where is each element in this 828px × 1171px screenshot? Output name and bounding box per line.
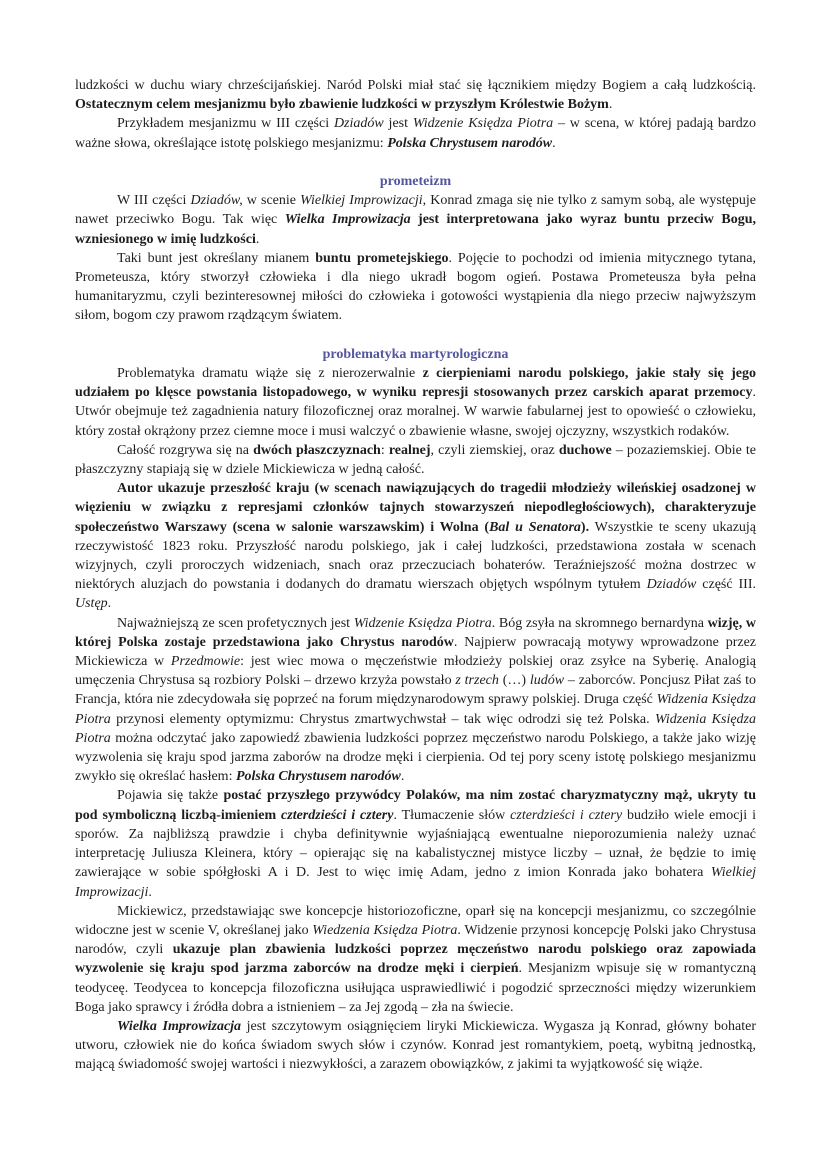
text-run: . — [608, 97, 613, 113]
paragraph — [75, 441, 756, 479]
bold-italic-text-run: Bal u Senatora — [489, 519, 581, 535]
text-run: – w scena, w której padają bardzo ważne słowa, określające istotę polskiego mesjanizmu: — [75, 116, 756, 151]
paragraph — [75, 114, 756, 152]
text-run: : jest wiec mowa o męczeństwie młodzieży polskiej oraz zsyłce na Syberię. Analogią umęczenia Chrystusa są rozbiory Polski – drzewo krzyża powstało — [75, 654, 756, 689]
text-run: – zaborców. Poncjusz Piłat zaś to Francja, która nie zdecydowała się poprzeć na forum międzynarodowym sprawy polskiej. Druga część — [75, 673, 756, 708]
text-run: . — [552, 135, 556, 151]
italic-text-run: Widzenie Księdza Piotra — [412, 116, 554, 132]
text-run: . Pojęcie to pochodzi od imienia mitycznego tytana, Prometeusza, który stworzył człowieka i dla niego ukradł bogom ogień. Postawa Prometeusza była pełna humanitaryzmu, czyli bezinteresownej miłości do człowieka i gotowości wystąpienia dla niego przeciw najwyższym siłom, bogom czy prawom rządzącym światem. — [75, 250, 756, 324]
italic-text-run: z trzech — [455, 673, 499, 689]
paragraph — [75, 364, 756, 441]
italic-text-run: Przedmowie — [170, 654, 241, 670]
text-run: . Bóg zsyła na skromnego bernardyna — [491, 615, 708, 631]
text-run: jest szczytowym osiągnięciem liryki Mickiewicza. Wygasza ją Konrad, główny bohater utworu, człowiek nie do końca świadom swych słów i czynów. Konrad jest romantykiem, poetą, wybitną jednostką, mającą świadomość swojej wartości i niezwykłości, a zarazem obowiązków, z jakimi ta wyjątkowość się wiąże. — [75, 1018, 756, 1073]
text-run: . Utwór obejmuje też zagadnienia natury filozoficznej oraz moralnej. W warwie fabularnej jest to opowieść o człowieku, który został okrążony przez ciemne moce i musi walczyć o zbawienie własne, swojej ojczyzny, wszystkich rodaków. — [75, 385, 756, 439]
italic-text-run: Widzenie Księdza Piotra — [353, 615, 492, 631]
bold-text-run: buntu prometejskiego — [315, 250, 449, 266]
paragraph — [75, 902, 756, 1017]
text-run: Najważniejszą ze scen profetycznych jest — [117, 615, 354, 631]
text-run: W III części — [117, 193, 191, 209]
text-run: . Najpierw powracają motywy wprowadzone przez Mickiewicza w — [75, 634, 756, 670]
bold-text-run: realnej — [388, 442, 431, 458]
bold-text-run: jest interpretowana jako wyraz buntu przeciw Bogu, wzniesionego w imię ludzkości — [75, 212, 756, 247]
italic-text-run: Ustęp — [75, 596, 108, 612]
text-run: . Tłumaczenie słów — [393, 807, 511, 823]
text-run: Taki bunt jest określany mianem — [117, 250, 316, 266]
paragraph — [75, 76, 756, 114]
bold-text-run: ). — [580, 519, 590, 535]
text-run: – pozaziemskiej. Obie te płaszczyzny stapiają się w dziele Mickiewicza w jedną całość. — [75, 442, 756, 478]
italic-text-run: Dziadów — [646, 577, 697, 593]
bold-italic-text-run: czterdzieści i cztery — [281, 807, 394, 823]
text-run: . — [107, 596, 112, 612]
bold-italic-text-run: Polska Chrystusem narodów — [387, 135, 553, 151]
text-run: . Widzenie przynosi koncepcję Polski jako Chrystusa narodów, czyli — [75, 922, 756, 958]
text-run: Mickiewicz, przedstawiając swe koncepcje historiozoficzne, oparł się na koncepcji mesjanizmu, co szczególnie widoczne jest w scenie V, określanej jako — [75, 903, 756, 938]
section-heading: problematyka martyrologiczna — [322, 346, 509, 362]
paragraph — [75, 786, 756, 901]
italic-text-run: Dziadów — [333, 116, 384, 132]
bold-text-run: duchowe — [558, 442, 612, 458]
text-run: Wszystkie te sceny ukazują rzeczywistość 1823 roku. Przyszłość narodu polskiego, jak i całej ludzkości, przedstawiona została w scenach wizyjnych, czyli proroczych widzeniach, snach oraz przeczuciach bohaterów. Teraźniejszość można dostrzec w niektórych aluzjach do powstania i dodanych do dramatu wierszach objętych wspólnym tytułem — [75, 519, 757, 593]
bold-text-run: Ostatecznym celem mesjanizmu było zbawienie ludzkości w przyszłym Królestwie Bożym — [75, 97, 609, 113]
text-run: : — [380, 442, 389, 458]
text-run: , czyli ziemskiej, oraz — [430, 442, 559, 458]
text-run: Pojawia się także — [117, 788, 224, 804]
text-run: Całość rozgrywa się na — [117, 442, 254, 458]
bold-text-run: z cierpieniami narodu polskiego, jakie stały się jego udziałem po klęsce powstania listopadowego, w wyniku represji stosowanych przez carskich aparat przemocy — [75, 366, 756, 401]
paragraph — [75, 191, 756, 249]
text-run: w scenie — [242, 193, 301, 209]
italic-text-run: Widzenia Księdza Piotra — [75, 711, 756, 746]
bold-text-run: dwóch płaszczyznach — [253, 442, 381, 458]
text-run: ludzkości w duchu wiary chrześcijańskiej. Naród Polski miał stać się łącznikiem między Bogiem a całą ludzkością. — [75, 78, 756, 93]
text-run: . — [255, 231, 260, 247]
document-body — [75, 76, 756, 1075]
italic-text-run: czterdzieści i cztery — [510, 807, 623, 823]
italic-text-run: ludów — [529, 673, 565, 689]
text-run: budziło wiele emocji i sporów. Za najbliższą prawdzie i chyba definitywnie wyjaśniającą ewentualne nieporozumienia należy uznać interpretację Juliusza Kleinera, który – opierając się na kabalistycznej mistyce liczby – uznał, że będzie to imię zawierające w sobie spółgłoski A i D. Jest to więc imię Adam, jedno z imion Konrada jako bohatera — [75, 807, 756, 881]
text-run: , Konrad zmaga się nie tylko z samym sobą, ale występuje nawet przeciwko Bogu. Tak więc — [75, 193, 757, 228]
section-heading: prometeizm — [379, 174, 452, 189]
paragraph — [75, 1017, 756, 1075]
paragraph — [75, 614, 756, 787]
text-run: . — [148, 884, 152, 900]
italic-text-run: Wielkiej Improwizacji — [300, 193, 423, 209]
bold-italic-text-run: Wielka Improwizacja — [117, 1018, 242, 1034]
italic-text-run: Dziadów, — [190, 193, 243, 209]
bold-text-run: Autor ukazuje przeszłość kraju (w scenach nawiązujących do tragedii młodzieży wileńskiej osadzonej w więzieniu w związku z represjami członków tajnych stowarzyszeń niepodległościowych), charakteryzuje społeczeństwo Warszawy (scena w salonie warszawskim) i Wolna ( — [75, 481, 756, 535]
paragraph — [75, 479, 756, 613]
text-run: . Mesjanizm wpisuje się w romantyczną teodyceę. Teodycea to koncepcja filozoficzna usiłująca usprawiedliwić i pogodzić sprzeczności między wizerunkiem Boga jako sprawcy i źródła dobra a istnieniem – za Jej zgodą – zła na świecie. — [75, 961, 756, 1015]
text-run: Problematyka dramatu wiąże się z nierozerwalnie — [117, 366, 423, 382]
paragraph — [75, 249, 756, 326]
text-run: przynosi elementy optymizmu: Chrystus zmartwychwstał – tak więc odrodzi się też Polska. — [110, 711, 655, 727]
bold-italic-text-run: Polska Chrystusem narodów — [235, 769, 401, 785]
italic-text-run: Wiedzenia Księdza Piotra — [312, 922, 458, 938]
italic-text-run: Widzenia Księdza Piotra — [75, 692, 757, 727]
italic-text-run: Wielkiej Improwizacji — [75, 865, 756, 900]
text-run: Przykładem mesjanizmu w III części — [117, 116, 334, 132]
bold-text-run: wizję, w której Polska zostaje przedstawiona jako Chrystus narodów — [75, 615, 756, 650]
text-run: jest — [383, 116, 413, 132]
text-run: część III. — [696, 577, 756, 593]
text-run: można odczytać jako zapowiedź zbawienia ludzkości poprzez męczeństwo narodu Polskiego, a także jako wizję wyzwolenia się kraju spod jarzma zaborów na drodze męki i cierpienia. Od tej pory sceny istotę polskiego mesjanizmu zwykło się określać hasłem: — [75, 730, 756, 785]
text-run: . — [400, 769, 405, 785]
bold-text-run: postać przyszłego przywódcy Polaków, ma nim zostać charyzmatyczny mąż, ukryty tu pod symboliczną liczbą-imieniem — [75, 788, 756, 823]
text-run: (…) — [498, 673, 530, 689]
bold-italic-text-run: Wielka Improwizacja — [284, 212, 411, 228]
bold-text-run: ukazuje plan zbawienia ludzkości poprzez męczeństwo narodu polskiego oraz zapowiada wyzwolenie się kraju spod jarzma zaborców na drodze męki i cierpień — [75, 942, 757, 977]
